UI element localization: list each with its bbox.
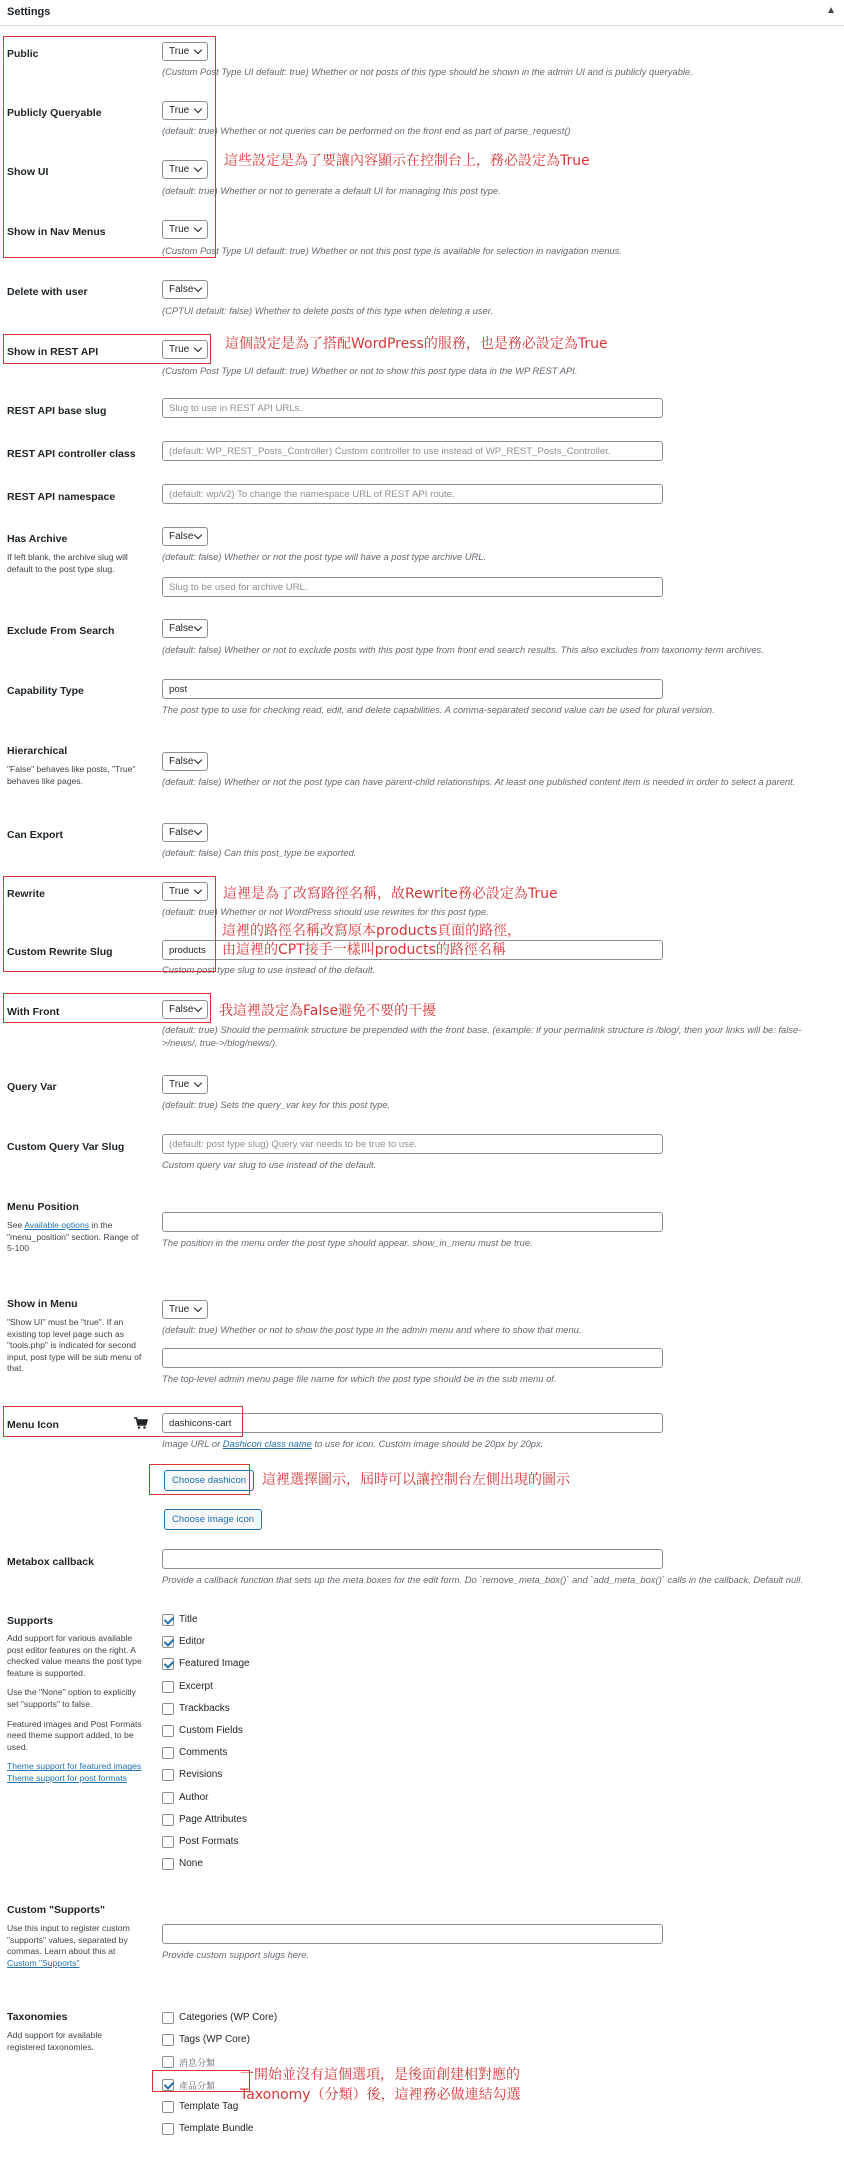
annotation-box-rewrite (3, 876, 216, 972)
annotation-box-rest (3, 334, 211, 364)
query-var-slug-desc: Custom query var slug to use instead of the default. (162, 1159, 377, 1170)
annotation-box-with-front (3, 993, 211, 1023)
menu-position-help: See Available options in the "menu_position" section. Range of 5-100 (7, 1220, 139, 1254)
chevron-down-icon (195, 530, 201, 540)
metabox-callback-desc: Provide a callback function that sets up the meta boxes for the edit form. Do `remove_meta_box()` and `add_meta_box()` calls in the callback. Default null. (162, 1574, 803, 1585)
checkbox-label: None (179, 1858, 203, 1870)
custom-supports-desc: Provide custom support slugs here. (162, 1949, 309, 1960)
checkbox-label: Featured Image (179, 1658, 250, 1670)
rewrite-desc: (default: true) Whether or not WordPress should use rewrites for this post type. (162, 906, 489, 917)
chevron-down-icon (195, 622, 201, 632)
metabox-callback-label: Metabox callback (7, 1556, 94, 1568)
taxonomies-label: Taxonomies (7, 2011, 68, 2023)
delete-with-user-select[interactable]: False (162, 280, 208, 299)
show-in-menu-desc: (default: true) Whether or not to show the post type in the admin menu and where to show that menu. (162, 1324, 582, 1335)
has-archive-desc: (default: false) Whether or not the post type will have a post type archive URL. (162, 551, 487, 562)
dashicon-class-link[interactable]: Dashicon class name (222, 1438, 312, 1449)
rest-base-input[interactable]: Slug to use in REST API URLs. (162, 398, 663, 418)
show-in-menu-input[interactable] (162, 1348, 663, 1368)
hierarchical-select[interactable]: False (162, 752, 208, 771)
checkbox-label: Categories (WP Core) (179, 2012, 278, 2023)
checkbox[interactable] (162, 1814, 174, 1826)
taxonomies-help: Add support for available registered taxonomies. (7, 2030, 103, 2052)
show-in-rest-select[interactable]: True (162, 340, 208, 359)
has-archive-slug-input[interactable]: Slug to be used for archive URL. (162, 577, 663, 597)
checkbox[interactable] (162, 1747, 174, 1759)
exclude-from-search-label: Exclude From Search (7, 625, 115, 637)
annotation-note-visibility: 這些設定是為了要讓內容顯示在控制台上，務必設定為True (224, 153, 590, 169)
annotation-box-menu-icon (3, 1406, 243, 1437)
checkbox[interactable] (162, 1858, 174, 1870)
show-ui-label: Show UI (7, 166, 49, 178)
annotation-note-with-front: 我這裡設定為False避免不要的干擾 (219, 1003, 437, 1019)
rewrite-slug-input[interactable]: products (162, 940, 663, 960)
choose-dashicon-button[interactable]: Choose dashicon (164, 1470, 254, 1491)
show-in-menu-desc-2: The top-level admin menu page file name for which the post type should be in the sub menu of. (162, 1373, 557, 1384)
caret-up-icon[interactable]: ▲ (826, 5, 836, 16)
rewrite-slug-label: Custom Rewrite Slug (7, 946, 113, 958)
checkbox-label: Custom Fields (179, 1725, 243, 1736)
menu-position-input[interactable] (162, 1212, 663, 1232)
show-in-rest-desc: (Custom Post Type UI default: true) Whether or not to show this post type data in the WP REST API. (162, 365, 578, 376)
show-in-menu-label: Show in Menu (7, 1298, 78, 1310)
checkbox[interactable] (162, 1769, 174, 1781)
annotation-box-dashicon (149, 1464, 250, 1495)
with-front-select[interactable]: False (162, 1000, 208, 1019)
query-var-slug-label: Custom Query Var Slug (7, 1141, 125, 1153)
menu-position-desc: The position in the menu order the post type should appear. show_in_menu must be true. (162, 1237, 533, 1248)
checkbox-label: Revisions (179, 1769, 223, 1781)
menu-icon-input[interactable]: dashicons-cart (162, 1413, 663, 1433)
publicly-queryable-desc: (default: true) Whether or not queries can be performed on the front end as part of parse_request() (162, 125, 571, 136)
checkbox[interactable] (162, 2101, 174, 2113)
checkbox[interactable] (162, 1836, 174, 1848)
chevron-down-icon (195, 755, 201, 765)
available-options-link[interactable]: Available options (24, 1220, 90, 1230)
checkbox-label: 產品分類 (179, 2080, 216, 2091)
checkbox[interactable] (162, 1636, 174, 1648)
chevron-down-icon (195, 283, 201, 293)
chevron-down-icon (195, 826, 201, 836)
capability-type-input[interactable]: post (162, 679, 663, 699)
checkbox[interactable] (162, 1703, 174, 1715)
exclude-from-search-desc: (default: false) Whether or not to exclude posts with this post type from front end search results. This also excludes from taxonomy term archives. (162, 644, 764, 655)
exclude-from-search-select[interactable]: False (162, 619, 208, 638)
capability-type-desc: The post type to use for checking read, edit, and delete capabilities. A comma-separated second value can be used for plural version. (162, 704, 715, 715)
with-front-label: With Front (7, 1006, 60, 1018)
menu-icon-desc: Image URL or Dashicon class name to use for icon. Custom image should be 20px by 20px. (162, 1438, 544, 1449)
custom-supports-label: Custom "Supports" (7, 1904, 106, 1916)
public-label: Public (7, 48, 39, 60)
checkbox[interactable] (162, 1658, 174, 1670)
rewrite-label: Rewrite (7, 888, 45, 900)
checkbox[interactable] (162, 1792, 174, 1804)
annotation-note-rewrite: 這裡是為了改寫路徑名稱，故Rewrite務必設定為True (223, 886, 558, 902)
rewrite-select[interactable]: True (162, 882, 208, 901)
custom-supports-link[interactable]: Custom "Supports" (7, 1957, 80, 1968)
checkbox-label: 消息分類 (179, 2058, 216, 2069)
query-var-label: Query Var (7, 1081, 57, 1093)
section-title: Settings (7, 6, 51, 18)
can-export-label: Can Export (7, 829, 64, 841)
checkbox-label: Editor (179, 1636, 206, 1648)
show-in-nav-menus-desc: (Custom Post Type UI default: true) Whether or not this post type is available for selection in navigation menus. (162, 245, 622, 256)
show-in-menu-help: "Show UI" must be "true". If an existing top level page such as "tools.php" is indicated for second input, post type will be sub menu of that. (7, 1317, 142, 1374)
rest-namespace-input[interactable]: (default: wp/v2) To change the namespace URL of REST API route. (162, 484, 663, 504)
checkbox[interactable] (162, 2123, 174, 2135)
menu-icon-label: Menu Icon (7, 1419, 59, 1431)
public-select[interactable]: True (162, 42, 208, 61)
query-var-slug-input[interactable]: (default: post type slug) Query var needs to be true to use. (162, 1134, 663, 1154)
choose-image-icon-button[interactable]: Choose image icon (164, 1509, 262, 1530)
annotation-note-taxonomy-1: 一開始並沒有這個選項，是後面創建相對應的 (240, 2067, 520, 2083)
show-in-rest-label: Show in REST API (7, 346, 99, 358)
public-desc: (Custom Post Type UI default: true) Whether or not posts of this type should be shown in the admin UI and is publicly queryable. (162, 66, 693, 77)
query-var-desc: (default: true) Sets the query_var key for this post type. (162, 1099, 391, 1110)
annotation-note-slug-1: 這裡的路徑名稱改寫原本products頁面的路徑， (222, 923, 522, 939)
delete-with-user-label: Delete with user (7, 286, 88, 298)
annotation-note-dashicon: 這裡選擇圖示，屆時可以讓控制台左側出現的圖示 (262, 1472, 570, 1488)
checkbox[interactable] (162, 1681, 174, 1693)
can-export-desc: (default: false) Can this post_type be exported. (162, 847, 357, 858)
has-archive-help: If left blank, the archive slug will default to the post type slug. (7, 552, 128, 574)
checkbox[interactable] (162, 1614, 174, 1626)
rest-namespace-label: REST API namespace (7, 491, 116, 503)
show-in-nav-menus-select[interactable]: True (162, 220, 208, 239)
show-in-menu-select[interactable]: True (162, 1300, 208, 1319)
query-var-select[interactable]: True (162, 1075, 208, 1094)
delete-with-user-desc: (CPTUI default: false) Whether to delete posts of this type when deleting a user. (162, 305, 494, 316)
checkbox-label: Template Bundle (179, 2123, 254, 2134)
post-formats-support-link[interactable]: Theme support for post formats (7, 1772, 127, 1783)
checkbox-label: Template Tag (179, 2100, 239, 2112)
show-in-nav-menus-label: Show in Nav Menus (7, 226, 106, 238)
chevron-down-icon (195, 1078, 201, 1088)
settings-header[interactable] (0, 0, 844, 26)
hierarchical-desc: (default: false) Whether or not the post type can have parent-child relationships. At least one published content item is needed in order to select a parent. (162, 776, 796, 787)
annotation-box-taxonomy (152, 2070, 250, 2092)
checkbox-label: Title (179, 1614, 198, 1625)
has-archive-select[interactable]: False (162, 527, 208, 546)
rest-controller-input[interactable]: (default: WP_REST_Posts_Controller) Custom controller to use instead of WP_REST_Posts_Controller. (162, 441, 663, 461)
publicly-queryable-label: Publicly Queryable (7, 107, 102, 119)
publicly-queryable-select[interactable]: True (162, 101, 208, 120)
can-export-select[interactable]: False (162, 823, 208, 842)
checkbox-label: Excerpt (179, 1680, 213, 1692)
checkbox[interactable] (162, 2034, 174, 2046)
checkbox-label: Tags (WP Core) (179, 2034, 250, 2046)
custom-supports-input[interactable] (162, 1924, 663, 1944)
featured-images-support-link[interactable]: Theme support for featured images (7, 1761, 142, 1772)
rewrite-slug-desc: Custom post type slug to use instead of the default. (162, 964, 376, 975)
checkbox-label: Trackbacks (179, 1702, 230, 1714)
annotation-note-slug-2: 由這裡的CPT接手一樣叫products的路徑名稱 (222, 942, 506, 958)
annotation-note-rest: 這個設定是為了搭配WordPress的服務，也是務必設定為True (225, 336, 608, 352)
checkbox-label: Page Attributes (179, 1813, 247, 1825)
checkbox[interactable] (162, 2012, 174, 2024)
custom-supports-help: Use this input to register custom "supports" values, separated by commas. Learn about this at Custom "Supports" (7, 1923, 130, 1968)
checkbox-label: Comments (179, 1747, 228, 1759)
metabox-callback-input[interactable] (162, 1549, 663, 1569)
annotation-box-visibility (3, 36, 216, 258)
show-ui-select[interactable]: True (162, 160, 208, 179)
rest-base-label: REST API base slug (7, 405, 107, 417)
menu-position-label: Menu Position (7, 1201, 79, 1213)
checkbox[interactable] (162, 2056, 174, 2068)
checkbox-label: Post Formats (179, 1836, 239, 1847)
capability-type-label: Capability Type (7, 685, 84, 697)
chevron-down-icon (195, 1303, 201, 1313)
show-ui-desc: (default: true) Whether or not to generate a default UI for managing this post type. (162, 185, 501, 196)
supports-label: Supports (7, 1615, 54, 1627)
supports-help: Add support for various available post editor features on the right. A checked value means the post type feature is supported. Use the "None" option to explicitly set "supports" to false. Featured images and Post Formats need theme support added, to be used. Theme support for featured images Theme support for post formats (7, 1633, 142, 1783)
hierarchical-label: Hierarchical (7, 745, 68, 757)
checkbox[interactable] (162, 1725, 174, 1737)
checkbox-label: Author (179, 1791, 209, 1803)
hierarchical-help: "False" behaves like posts, "True" behaves like pages. (7, 764, 136, 786)
with-front-desc: (default: true) Should the permalink structure be prepended with the front base. (example: if your permalink structure is /blog/, then your links will be: false->/news/, true->/blog/news/). (162, 1024, 802, 1048)
has-archive-label: Has Archive (7, 533, 68, 545)
annotation-note-taxonomy-2: Taxonomy（分類）後，這裡務必做連結勾選 (240, 2087, 521, 2103)
rest-controller-label: REST API controller class (7, 448, 136, 460)
